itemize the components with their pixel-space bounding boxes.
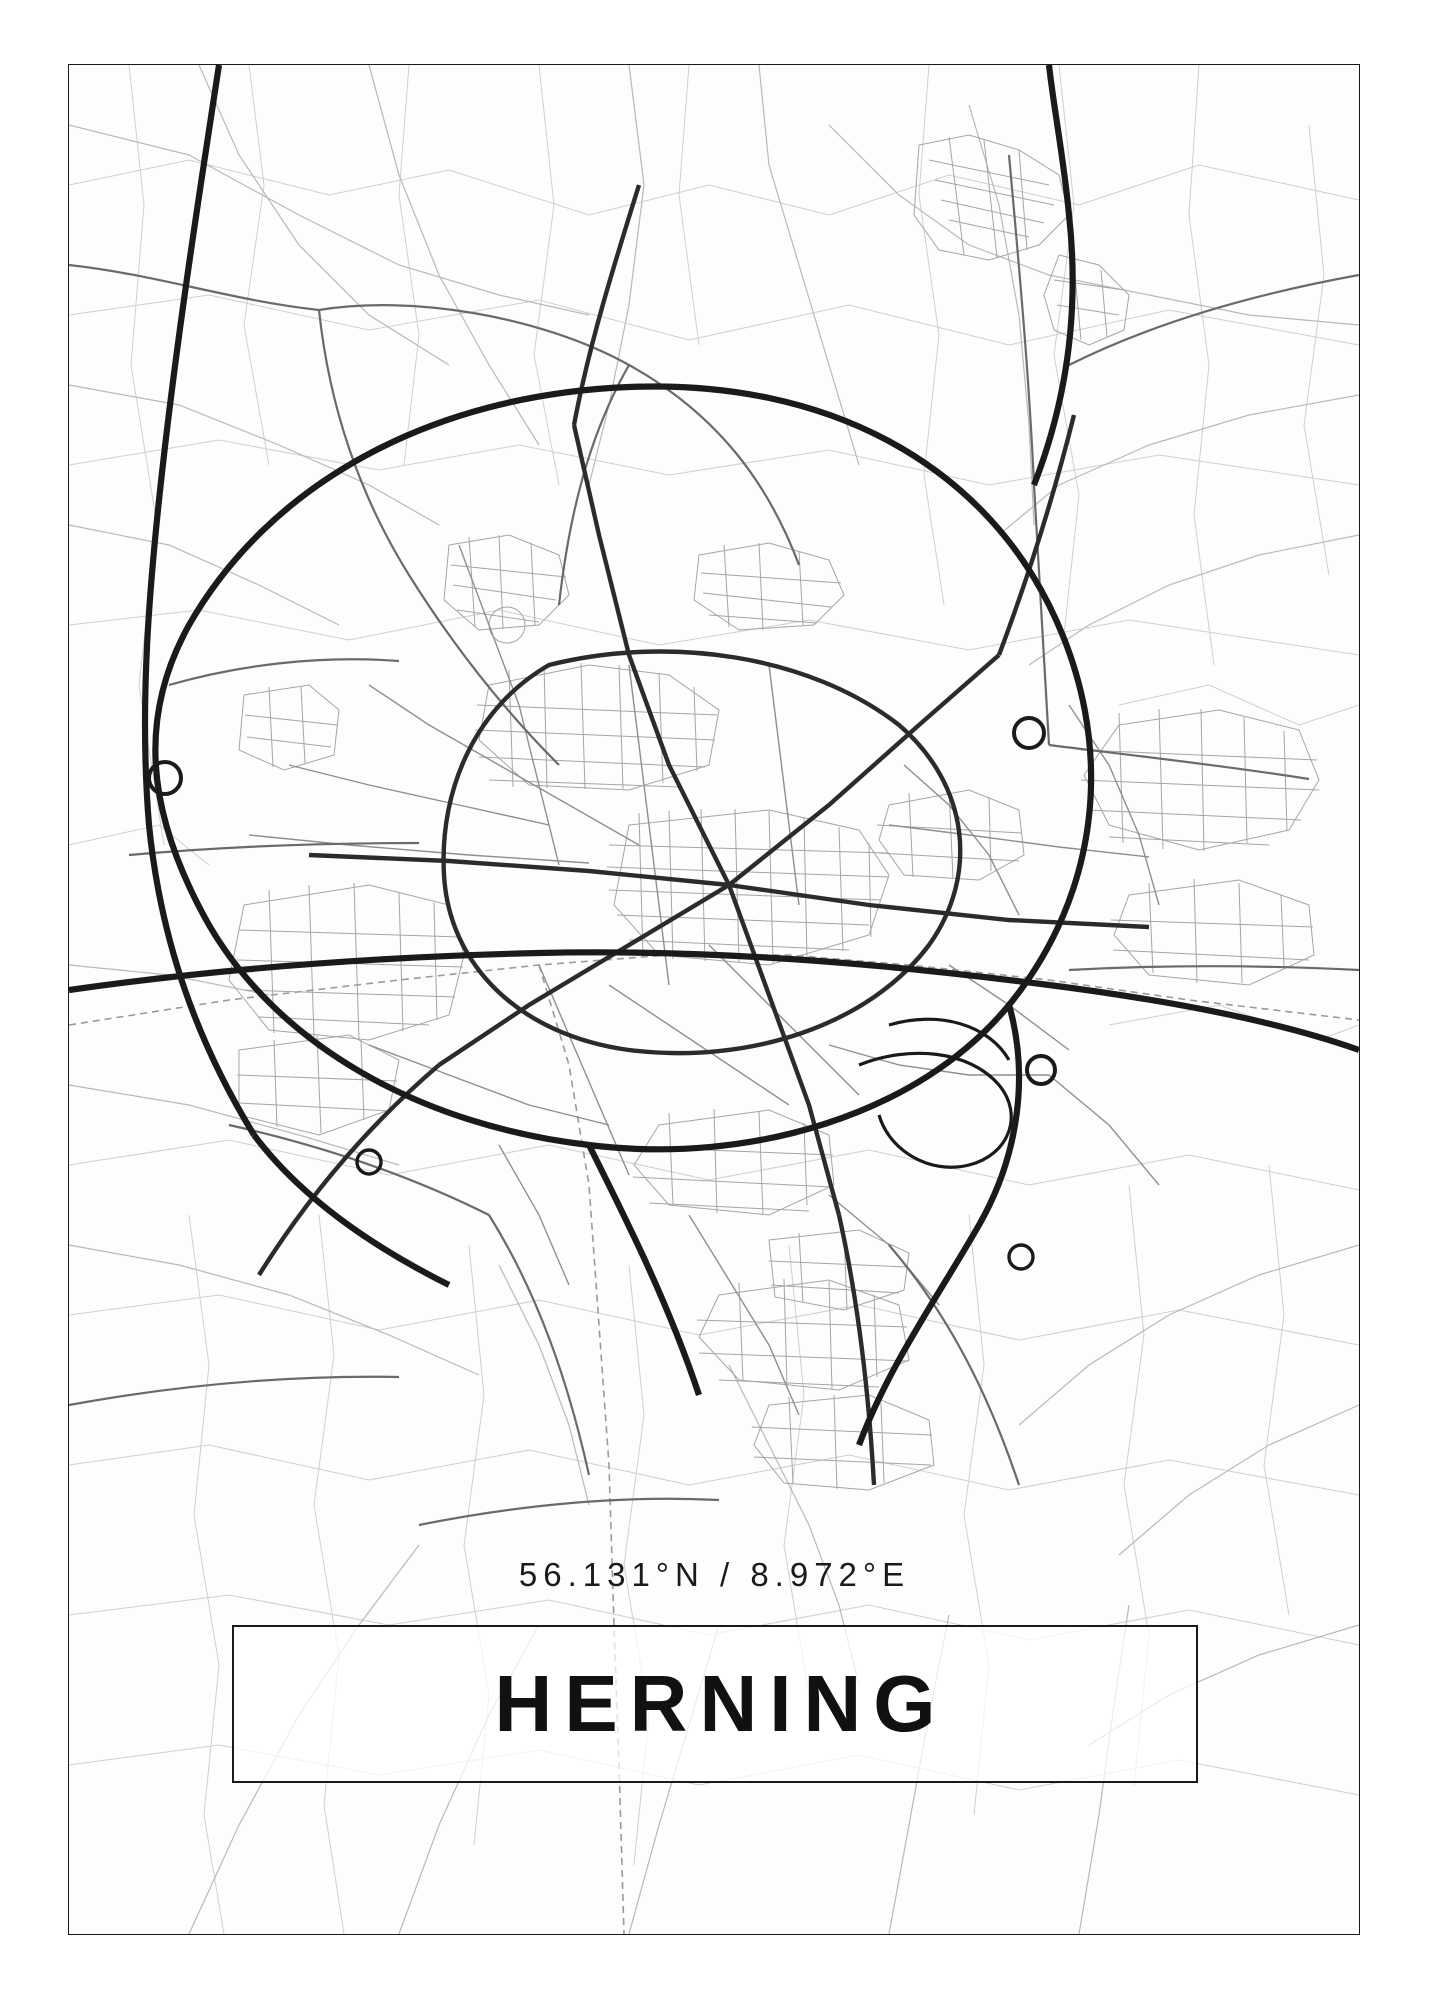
map-layer-railway (69, 955, 1359, 1934)
map-layer-primary-roads (259, 185, 1149, 1485)
map-layer-residential-blocks (229, 135, 1319, 1490)
city-title: HERNING (494, 1659, 948, 1748)
map-layer-motorway (69, 65, 1359, 1445)
coordinates-label: 56.131°N / 8.972°E (518, 1556, 911, 1593)
city-title-box (232, 1625, 1198, 1783)
